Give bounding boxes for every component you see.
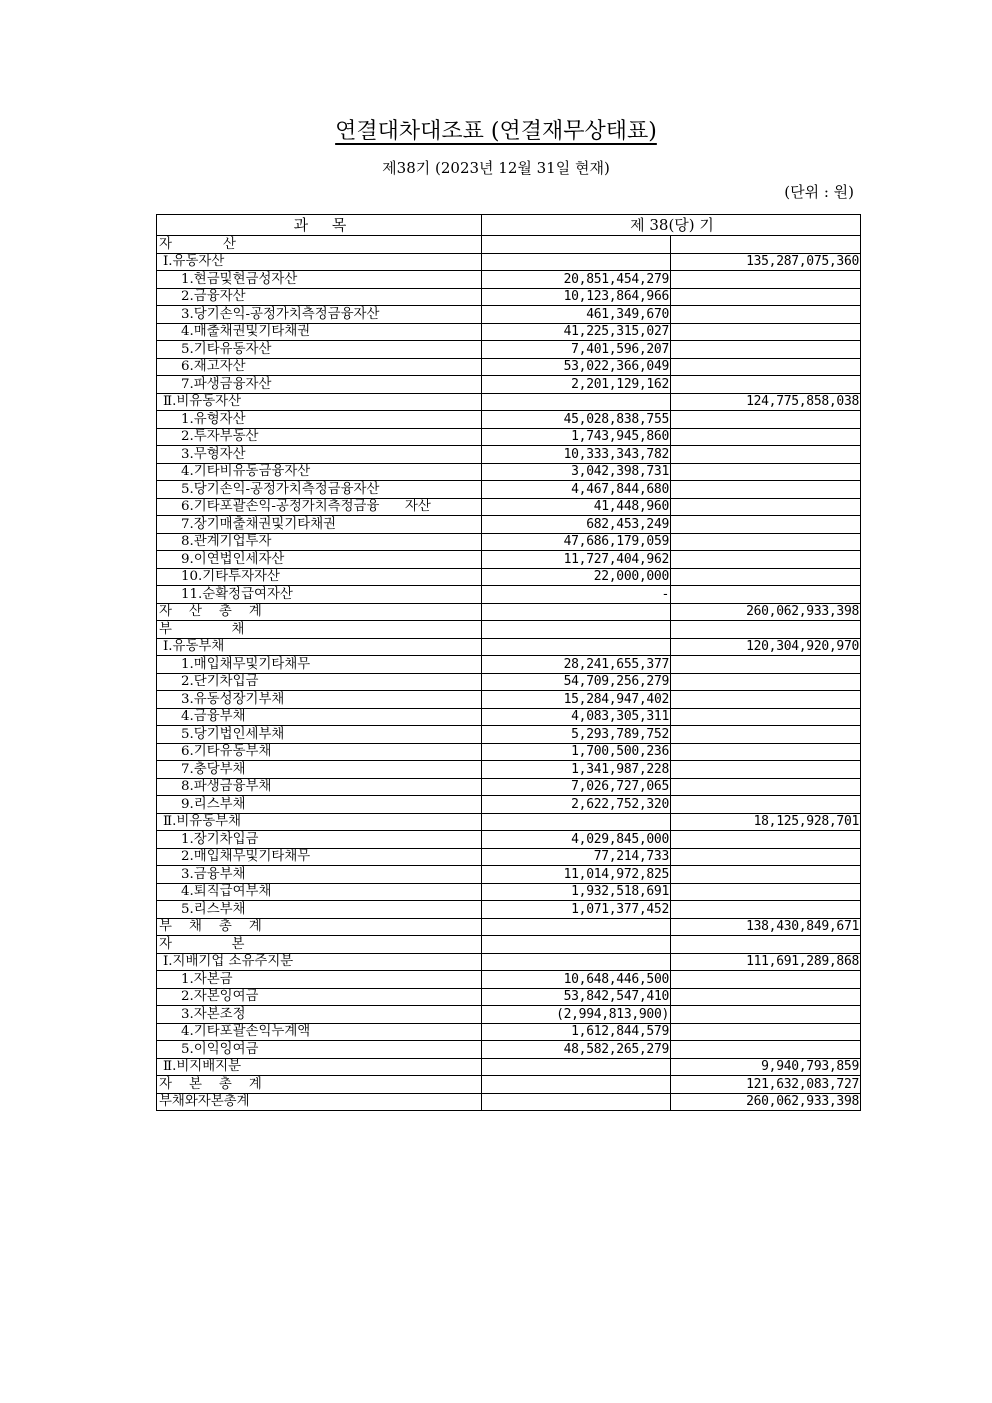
subtotal-amount-cell: 53,022,366,049	[482, 358, 671, 376]
account-name-cell: 6.기타유동부채	[157, 743, 482, 761]
account-name-cell: 5.이익잉여금	[157, 1041, 482, 1059]
total-amount-cell	[671, 288, 861, 306]
account-name-cell: 4.금융부채	[157, 708, 482, 726]
table-row	[157, 586, 861, 604]
subtotal-amount-cell: 41,448,960	[482, 498, 671, 516]
subtotal-amount-cell	[482, 953, 671, 971]
table-row	[157, 551, 861, 569]
total-amount-cell: 111,691,289,868	[671, 953, 861, 971]
subtotal-amount-cell	[482, 1076, 671, 1094]
account-name-cell: 9.이연법인세자산	[157, 551, 482, 569]
account-name-cell: Ⅰ.지배기업 소유주지분	[157, 953, 482, 971]
table-row	[157, 1058, 861, 1076]
table-row	[157, 1023, 861, 1041]
total-amount-cell: 138,430,849,671	[671, 918, 861, 936]
table-row	[157, 813, 861, 831]
account-name-cell: 3.금융부채	[157, 866, 482, 884]
table-row	[157, 866, 861, 884]
account-name-cell: 2.단기차입금	[157, 673, 482, 691]
subtotal-amount-cell	[482, 1093, 671, 1111]
total-amount-cell: 121,632,083,727	[671, 1076, 861, 1094]
subtotal-amount-cell: 1,071,377,452	[482, 901, 671, 919]
total-amount-cell	[671, 551, 861, 569]
subtotal-amount-cell	[482, 813, 671, 831]
account-name-cell: 4.매출채권및기타채권	[157, 323, 482, 341]
total-amount-cell	[671, 1006, 861, 1024]
account-name-cell: 5.기타유동자산	[157, 341, 482, 359]
table-header-row	[157, 215, 861, 236]
subtotal-amount-cell: 22,000,000	[482, 568, 671, 586]
account-name-cell: 1.유형자산	[157, 411, 482, 429]
total-amount-cell	[671, 1023, 861, 1041]
total-amount-cell	[671, 323, 861, 341]
subtotal-amount-cell: (2,994,813,900)	[482, 1006, 671, 1024]
total-amount-cell	[671, 1041, 861, 1059]
total-amount-cell	[671, 936, 861, 954]
total-amount-cell: 9,940,793,859	[671, 1058, 861, 1076]
account-name-cell: 부채와자본총계	[157, 1093, 482, 1111]
total-amount-cell: 135,287,075,360	[671, 253, 861, 271]
total-amount-cell	[671, 761, 861, 779]
table-row	[157, 498, 861, 516]
table-row	[157, 533, 861, 551]
table-row	[157, 323, 861, 341]
account-name-cell: Ⅰ.유동부채	[157, 638, 482, 656]
total-amount-cell	[671, 236, 861, 254]
table-row	[157, 638, 861, 656]
account-name-cell: 4.퇴직급여부채	[157, 883, 482, 901]
total-amount-cell	[671, 498, 861, 516]
account-name-cell: 2.투자부동산	[157, 428, 482, 446]
total-amount-cell	[671, 708, 861, 726]
subtotal-amount-cell	[482, 393, 671, 411]
subtotal-amount-cell	[482, 918, 671, 936]
table-row	[157, 481, 861, 499]
table-row	[157, 691, 861, 709]
table-row	[157, 1076, 861, 1094]
subtotal-amount-cell: 47,686,179,059	[482, 533, 671, 551]
table-row	[157, 568, 861, 586]
total-amount-cell	[671, 428, 861, 446]
account-name-cell: 자 본	[157, 936, 482, 954]
account-name-cell: 2.매입채무및기타채무	[157, 848, 482, 866]
total-amount-cell	[671, 481, 861, 499]
table-row	[157, 988, 861, 1006]
total-amount-cell	[671, 901, 861, 919]
total-amount-cell	[671, 971, 861, 989]
table-row	[157, 883, 861, 901]
account-name-cell: 1.매입채무및기타채무	[157, 656, 482, 674]
total-amount-cell	[671, 341, 861, 359]
document-title-text: 연결대차대조표 (연결재무상태표)	[335, 119, 657, 144]
document-subtitle: 제38기 (2023년 12월 31일 현재)	[382, 159, 610, 177]
account-name-cell: 자 본 총 계	[157, 1076, 482, 1094]
header-period: 제 38(당) 기	[482, 215, 861, 236]
subtotal-amount-cell: 4,467,844,680	[482, 481, 671, 499]
document-title	[0, 114, 992, 145]
account-name-cell: 부 채	[157, 621, 482, 639]
total-amount-cell	[671, 376, 861, 394]
table-row	[157, 288, 861, 306]
total-amount-cell: 124,775,858,038	[671, 393, 861, 411]
table-row	[157, 953, 861, 971]
table-row	[157, 253, 861, 271]
subtotal-amount-cell: 41,225,315,027	[482, 323, 671, 341]
total-amount-cell	[671, 866, 861, 884]
account-name-cell: 자 산	[157, 236, 482, 254]
table-row	[157, 1041, 861, 1059]
subtotal-amount-cell: 54,709,256,279	[482, 673, 671, 691]
account-name-cell: 1.장기차입금	[157, 831, 482, 849]
header-account: 과 목	[157, 215, 482, 236]
subtotal-amount-cell: 77,214,733	[482, 848, 671, 866]
total-amount-cell	[671, 411, 861, 429]
subtotal-amount-cell: 4,083,305,311	[482, 708, 671, 726]
unit-label: (단위 : 원)	[784, 183, 854, 201]
subtotal-amount-cell: 461,349,670	[482, 306, 671, 324]
subtotal-amount-cell: 682,453,249	[482, 516, 671, 534]
subtotal-amount-cell: 1,341,987,228	[482, 761, 671, 779]
subtotal-amount-cell: 3,042,398,731	[482, 463, 671, 481]
total-amount-cell	[671, 743, 861, 761]
subtotal-amount-cell: 1,612,844,579	[482, 1023, 671, 1041]
total-amount-cell	[671, 271, 861, 289]
subtotal-amount-cell: 2,201,129,162	[482, 376, 671, 394]
table-row	[157, 463, 861, 481]
total-amount-cell: 18,125,928,701	[671, 813, 861, 831]
subtotal-amount-cell: 4,029,845,000	[482, 831, 671, 849]
balance-sheet-table	[156, 214, 861, 1111]
total-amount-cell: 260,062,933,398	[671, 603, 861, 621]
subtotal-amount-cell: 1,743,945,860	[482, 428, 671, 446]
account-name-cell: 부 채 총 계	[157, 918, 482, 936]
account-name-cell: 2.자본잉여금	[157, 988, 482, 1006]
table-row	[157, 796, 861, 814]
subtotal-amount-cell	[482, 603, 671, 621]
total-amount-cell	[671, 463, 861, 481]
account-name-cell: Ⅱ.비지배지분	[157, 1058, 482, 1076]
table-row	[157, 411, 861, 429]
total-amount-cell	[671, 358, 861, 376]
account-name-cell: 11.순확정급여자산	[157, 586, 482, 604]
table-row	[157, 761, 861, 779]
account-name-cell: 3.무형자산	[157, 446, 482, 464]
table-row	[157, 306, 861, 324]
account-name-cell: 6.기타포괄손익-공정가치측정금융 자산	[157, 498, 482, 516]
account-name-cell: 7.장기매출채권및기타채권	[157, 516, 482, 534]
subtotal-amount-cell: 2,622,752,320	[482, 796, 671, 814]
account-name-cell: Ⅱ.비유동부채	[157, 813, 482, 831]
account-name-cell: 7.충당부채	[157, 761, 482, 779]
subtotal-amount-cell: 5,293,789,752	[482, 726, 671, 744]
total-amount-cell	[671, 516, 861, 534]
subtotal-amount-cell	[482, 1058, 671, 1076]
account-name-cell: 1.현금및현금성자산	[157, 271, 482, 289]
table-row	[157, 673, 861, 691]
table-row	[157, 1006, 861, 1024]
table-row	[157, 603, 861, 621]
subtotal-amount-cell: 10,648,446,500	[482, 971, 671, 989]
subtotal-amount-cell: 15,284,947,402	[482, 691, 671, 709]
total-amount-cell	[671, 848, 861, 866]
account-name-cell: 8.파생금융부채	[157, 778, 482, 796]
table-row	[157, 1093, 861, 1111]
total-amount-cell	[671, 656, 861, 674]
account-name-cell: 5.당기손익-공정가치측정금융자산	[157, 481, 482, 499]
total-amount-cell	[671, 796, 861, 814]
subtotal-amount-cell: 7,026,727,065	[482, 778, 671, 796]
account-name-cell: 8.관계기업투자	[157, 533, 482, 551]
account-name-cell: 3.자본조정	[157, 1006, 482, 1024]
total-amount-cell	[671, 673, 861, 691]
account-name-cell: 4.기타비유동금융자산	[157, 463, 482, 481]
subtotal-amount-cell: 28,241,655,377	[482, 656, 671, 674]
account-name-cell: 7.파생금융자산	[157, 376, 482, 394]
subtotal-amount-cell: -	[482, 586, 671, 604]
account-name-cell: 10.기타투자자산	[157, 568, 482, 586]
table-row	[157, 393, 861, 411]
table-row	[157, 358, 861, 376]
account-name-cell: 5.당기법인세부채	[157, 726, 482, 744]
table-row	[157, 376, 861, 394]
table-row	[157, 516, 861, 534]
total-amount-cell: 120,304,920,970	[671, 638, 861, 656]
account-name-cell: 3.당기손익-공정가치측정금융자산	[157, 306, 482, 324]
table-row	[157, 621, 861, 639]
account-name-cell: 2.금융자산	[157, 288, 482, 306]
subtotal-amount-cell: 53,842,547,410	[482, 988, 671, 1006]
subtotal-amount-cell	[482, 638, 671, 656]
table-row	[157, 446, 861, 464]
subtotal-amount-cell: 11,727,404,962	[482, 551, 671, 569]
subtotal-amount-cell	[482, 236, 671, 254]
account-name-cell: Ⅱ.비유동자산	[157, 393, 482, 411]
total-amount-cell: 260,062,933,398	[671, 1093, 861, 1111]
subtotal-amount-cell	[482, 253, 671, 271]
total-amount-cell	[671, 831, 861, 849]
subtotal-amount-cell: 10,333,343,782	[482, 446, 671, 464]
table-row	[157, 936, 861, 954]
subtotal-amount-cell: 11,014,972,825	[482, 866, 671, 884]
table-row	[157, 848, 861, 866]
subtotal-amount-cell	[482, 936, 671, 954]
subtotal-amount-cell: 20,851,454,279	[482, 271, 671, 289]
total-amount-cell	[671, 691, 861, 709]
subtotal-amount-cell: 45,028,838,755	[482, 411, 671, 429]
account-name-cell: 3.유동성장기부채	[157, 691, 482, 709]
account-name-cell: 자 산 총 계	[157, 603, 482, 621]
total-amount-cell	[671, 778, 861, 796]
total-amount-cell	[671, 533, 861, 551]
table-row	[157, 743, 861, 761]
total-amount-cell	[671, 883, 861, 901]
table-row	[157, 778, 861, 796]
total-amount-cell	[671, 446, 861, 464]
subtotal-amount-cell: 1,700,500,236	[482, 743, 671, 761]
table-row	[157, 918, 861, 936]
subtotal-amount-cell: 1,932,518,691	[482, 883, 671, 901]
total-amount-cell	[671, 621, 861, 639]
table-row	[157, 971, 861, 989]
table-row	[157, 708, 861, 726]
account-name-cell: 4.기타포괄손익누계액	[157, 1023, 482, 1041]
table-row	[157, 236, 861, 254]
total-amount-cell	[671, 568, 861, 586]
table-row	[157, 428, 861, 446]
account-name-cell: 6.재고자산	[157, 358, 482, 376]
table-row	[157, 726, 861, 744]
subtotal-amount-cell: 7,401,596,207	[482, 341, 671, 359]
table-body	[157, 236, 861, 1111]
table-row	[157, 901, 861, 919]
account-name-cell: Ⅰ.유동자산	[157, 253, 482, 271]
table-row	[157, 341, 861, 359]
table-row	[157, 656, 861, 674]
table-row	[157, 271, 861, 289]
table-row	[157, 831, 861, 849]
account-name-cell: 9.리스부채	[157, 796, 482, 814]
account-name-cell: 5.리스부채	[157, 901, 482, 919]
subtotal-amount-cell: 10,123,864,966	[482, 288, 671, 306]
total-amount-cell	[671, 988, 861, 1006]
total-amount-cell	[671, 306, 861, 324]
total-amount-cell	[671, 586, 861, 604]
total-amount-cell	[671, 726, 861, 744]
subtotal-amount-cell	[482, 621, 671, 639]
subtotal-amount-cell: 48,582,265,279	[482, 1041, 671, 1059]
account-name-cell: 1.자본금	[157, 971, 482, 989]
